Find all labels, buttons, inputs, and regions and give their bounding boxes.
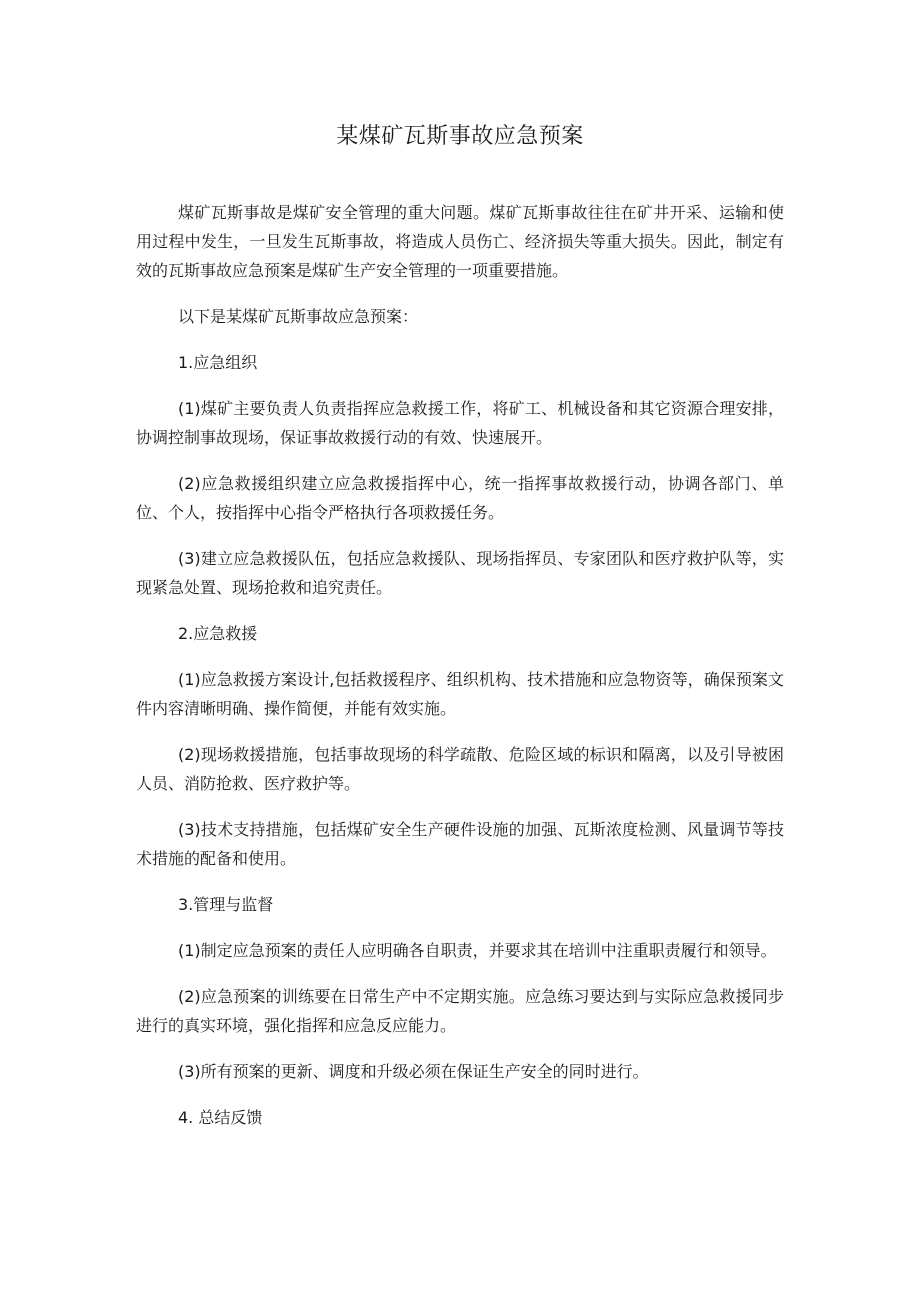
section-heading-summary-feedback: 4. 总结反馈 (178, 1108, 263, 1127)
intro-paragraph: 煤矿瓦斯事故是煤矿安全管理的重大问题。煤矿瓦斯事故往往在矿井开采、运输和使用过程中发生，一旦发生瓦斯事故，将造成人员伤亡、经济损失等重大损失。因此，制定有效的瓦斯事故应急预案是煤矿生产安全管理的一项重要措施。 (136, 203, 784, 280)
section-heading-emergency-organization: 1.应急组织 (178, 353, 258, 372)
management-item-2: (2)应急预案的训练要在日常生产中不定期实施。应急练习要达到与实际应急救援同步进行的真实环境，强化指挥和应急反应能力。 (136, 987, 784, 1035)
organization-item-1: (1)煤矿主要负责人负责指挥应急救援工作，将矿工、机械设备和其它资源合理安排，协调控制事故现场，保证事故救援行动的有效、快速展开。 (136, 399, 784, 447)
organization-item-3: (3)建立应急救援队伍，包括应急救援队、现场指挥员、专家团队和医疗救护队等，实现紧急处置、现场抢救和追究责任。 (136, 549, 784, 597)
rescue-item-1: (1)应急救援方案设计,包括救援程序、组织机构、技术措施和应急物资等，确保预案文件内容清晰明确、操作简便，并能有效实施。 (136, 670, 784, 718)
document-title: 某煤矿瓦斯事故应急预案 (336, 124, 584, 149)
rescue-item-3: (3)技术支持措施，包括煤矿安全生产硬件设施的加强、瓦斯浓度检测、风量调节等技术措施的配备和使用。 (136, 820, 784, 868)
document-body (136, 198, 784, 1149)
management-item-3: (3)所有预案的更新、调度和升级必须在保证生产安全的同时进行。 (178, 1062, 649, 1081)
section-heading-management-supervision: 3.管理与监督 (178, 895, 274, 914)
section-heading-emergency-rescue: 2.应急救援 (178, 624, 258, 643)
management-item-1: (1)制定应急预案的责任人应明确各自职责，并要求其在培训中注重职责履行和领导。 (178, 941, 777, 960)
rescue-item-2: (2)现场救援措施，包括事故现场的科学疏散、危险区域的标识和隔离，以及引导被困人员、消防抢救、医疗救护等。 (136, 745, 784, 793)
plan-intro-paragraph: 以下是某煤矿瓦斯事故应急预案： (178, 307, 419, 326)
organization-item-2: (2)应急救援组织建立应急救援指挥中心，统一指挥事故救援行动，协调各部门、单位、个人，按指挥中心指令严格执行各项救援任务。 (136, 474, 784, 522)
